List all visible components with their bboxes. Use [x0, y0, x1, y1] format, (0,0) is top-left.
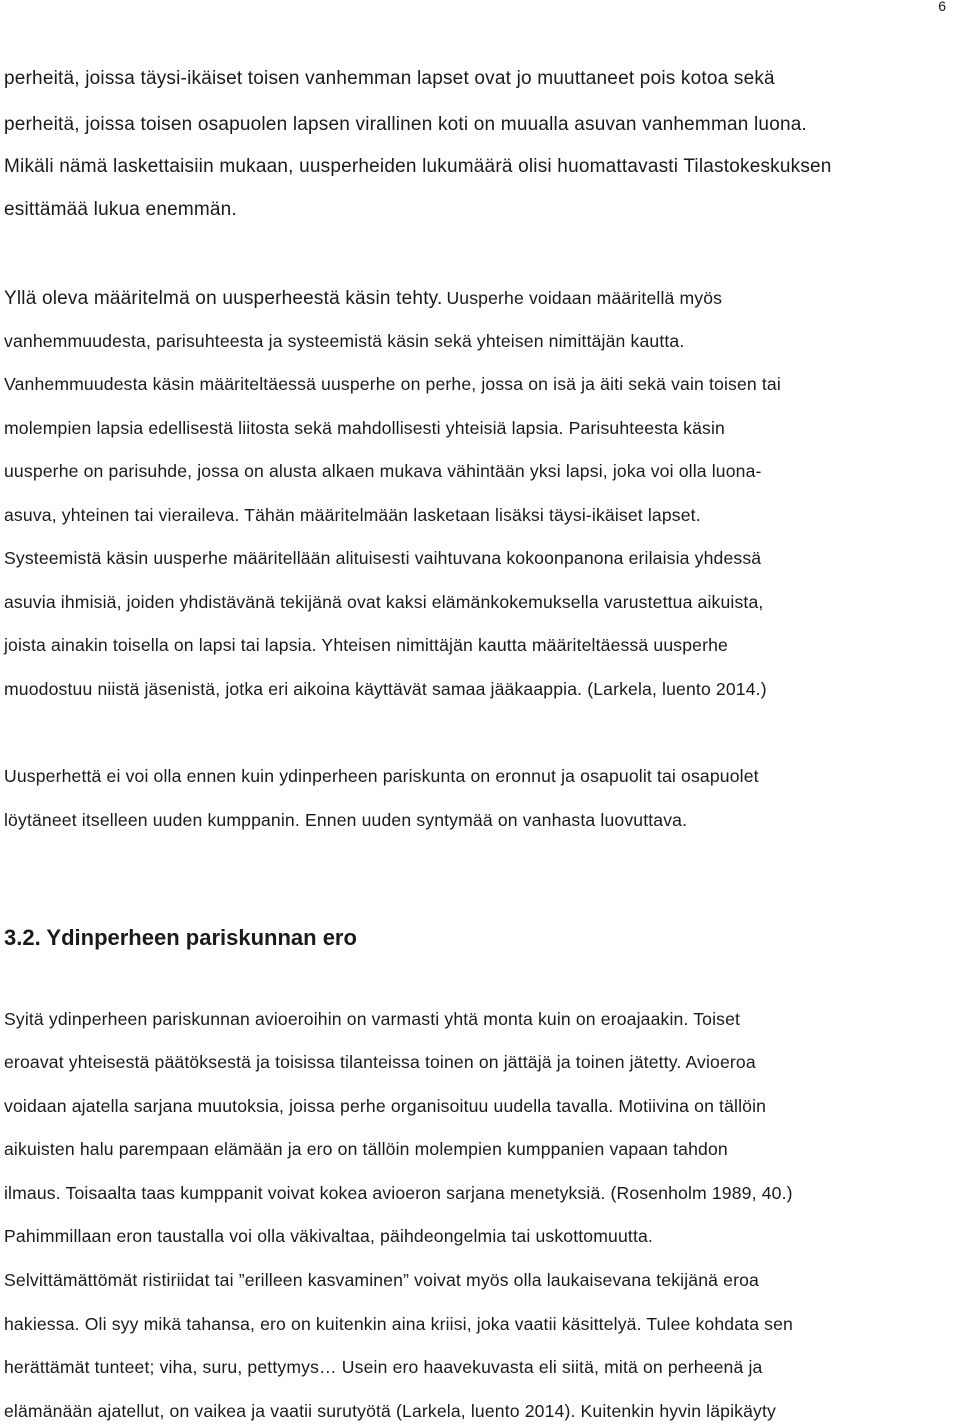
paragraph-text: Uusperhe voidaan määritellä myös: [446, 288, 723, 308]
paragraph-line: eroavat yhteisestä päätöksestä ja toisissa tilanteissa toinen on jättäjä ja toinen jätetty. Avioeroa: [4, 1052, 756, 1072]
paragraph-line: Pahimmillaan eron taustalla voi olla väkivaltaa, päihdeongelmia tai uskottomuutta.: [4, 1226, 653, 1246]
paragraph-line: vanhemmuudesta, parisuhteesta ja systeemistä käsin sekä yhteisen nimittäjän kautta.: [4, 331, 685, 351]
paragraph-line: Selvittämättömät ristiriidat tai ”erilleen kasvaminen” voivat myös olla laukaisevana tekijänä eroa: [4, 1270, 759, 1290]
paragraph-line: perheitä, joissa täysi-ikäiset toisen vanhemman lapset ovat jo muuttaneet pois kotoa sekä: [4, 68, 775, 89]
paragraph-line: aikuisten halu parempaan elämään ja ero on tällöin molempien kumppanien vapaan tahdon: [4, 1139, 728, 1159]
paragraph-line: Mikäli nämä laskettaisiin mukaan, uusperheiden lukumäärä olisi huomattavasti Tilastokeskuksen: [4, 156, 832, 177]
paragraph-line: Systeemistä käsin uusperhe määritellään alituisesti vaihtuvana kokoonpanona erilaisia yhdessä: [4, 548, 762, 568]
paragraph-line: joista ainakin toisella on lapsi tai lapsia. Yhteisen nimittäjän kautta määriteltäessä uusperhe: [4, 635, 728, 655]
paragraph-line: asuva, yhteinen tai vieraileva. Tähän määritelmään lasketaan lisäksi täysi-ikäiset lapset.: [4, 505, 701, 525]
paragraph-line: asuvia ihmisiä, joiden yhdistävänä tekijänä ovat kaksi elämänkokemuksella varustettua aikuista,: [4, 592, 764, 612]
paragraph-intro: Yllä oleva määritelmä on uusperheestä käsin tehty.: [4, 288, 443, 309]
paragraph-line: esittämää lukua enemmän.: [4, 199, 237, 220]
paragraph-line: Uusperhettä ei voi olla ennen kuin ydinperheen pariskunta on eronnut ja osapuolit tai osapuolet: [4, 766, 759, 786]
section-heading: 3.2. Ydinperheen pariskunnan ero: [4, 925, 357, 950]
paragraph-line: ilmaus. Toisaalta taas kumppanit voivat kokea avioeron sarjana menetyksiä. (Rosenholm 1989, 40.): [4, 1183, 793, 1203]
paragraph-line: molempien lapsia edellisestä liitosta sekä mahdollisesti yhteisiä lapsia. Parisuhteesta käsin: [4, 418, 725, 438]
paragraph-line: herättämät tunteet; viha, suru, pettymys… Usein ero haavekuvasta eli siitä, mitä on perheenä ja: [4, 1357, 763, 1377]
paragraph-line: uusperhe on parisuhde, jossa on alusta alkaen mukava vähintään yksi lapsi, joka voi olla luona-: [4, 461, 762, 481]
paragraph-line: perheitä, joissa toisen osapuolen lapsen virallinen koti on muualla asuvan vanhemman luona.: [4, 114, 807, 135]
paragraph-line: hakiessa. Oli syy mikä tahansa, ero on kuitenkin aina kriisi, joka vaatii käsittelyä. Tulee kohdata sen: [4, 1314, 793, 1334]
page-number: 6: [938, 0, 946, 14]
paragraph-line: elämänään ajatellut, on vaikea ja vaatii surutyötä (Larkela, luento 2014). Kuitenkin hyvin läpikäyty: [4, 1401, 776, 1421]
paragraph-line: Syitä ydinperheen pariskunnan avioeroihin on varmasti yhtä monta kuin on eroajaakin. Toiset: [4, 1009, 741, 1029]
paragraph-line: [4, 289, 722, 308]
paragraph-line: löytäneet itselleen uuden kumppanin. Ennen uuden syntymää on vanhasta luovuttava.: [4, 810, 688, 830]
paragraph-line: voidaan ajatella sarjana muutoksia, joissa perhe organisoituu uudella tavalla. Motiivina on tällöin: [4, 1096, 767, 1116]
paragraph-line: muodostuu niistä jäsenistä, jotka eri aikoina käyttävät samaa jääkaappia. (Larkela, luento 2014.): [4, 679, 767, 699]
paragraph-line: Vanhemmuudesta käsin määriteltäessä uusperhe on perhe, jossa on isä ja äiti sekä vain toisen tai: [4, 374, 781, 394]
